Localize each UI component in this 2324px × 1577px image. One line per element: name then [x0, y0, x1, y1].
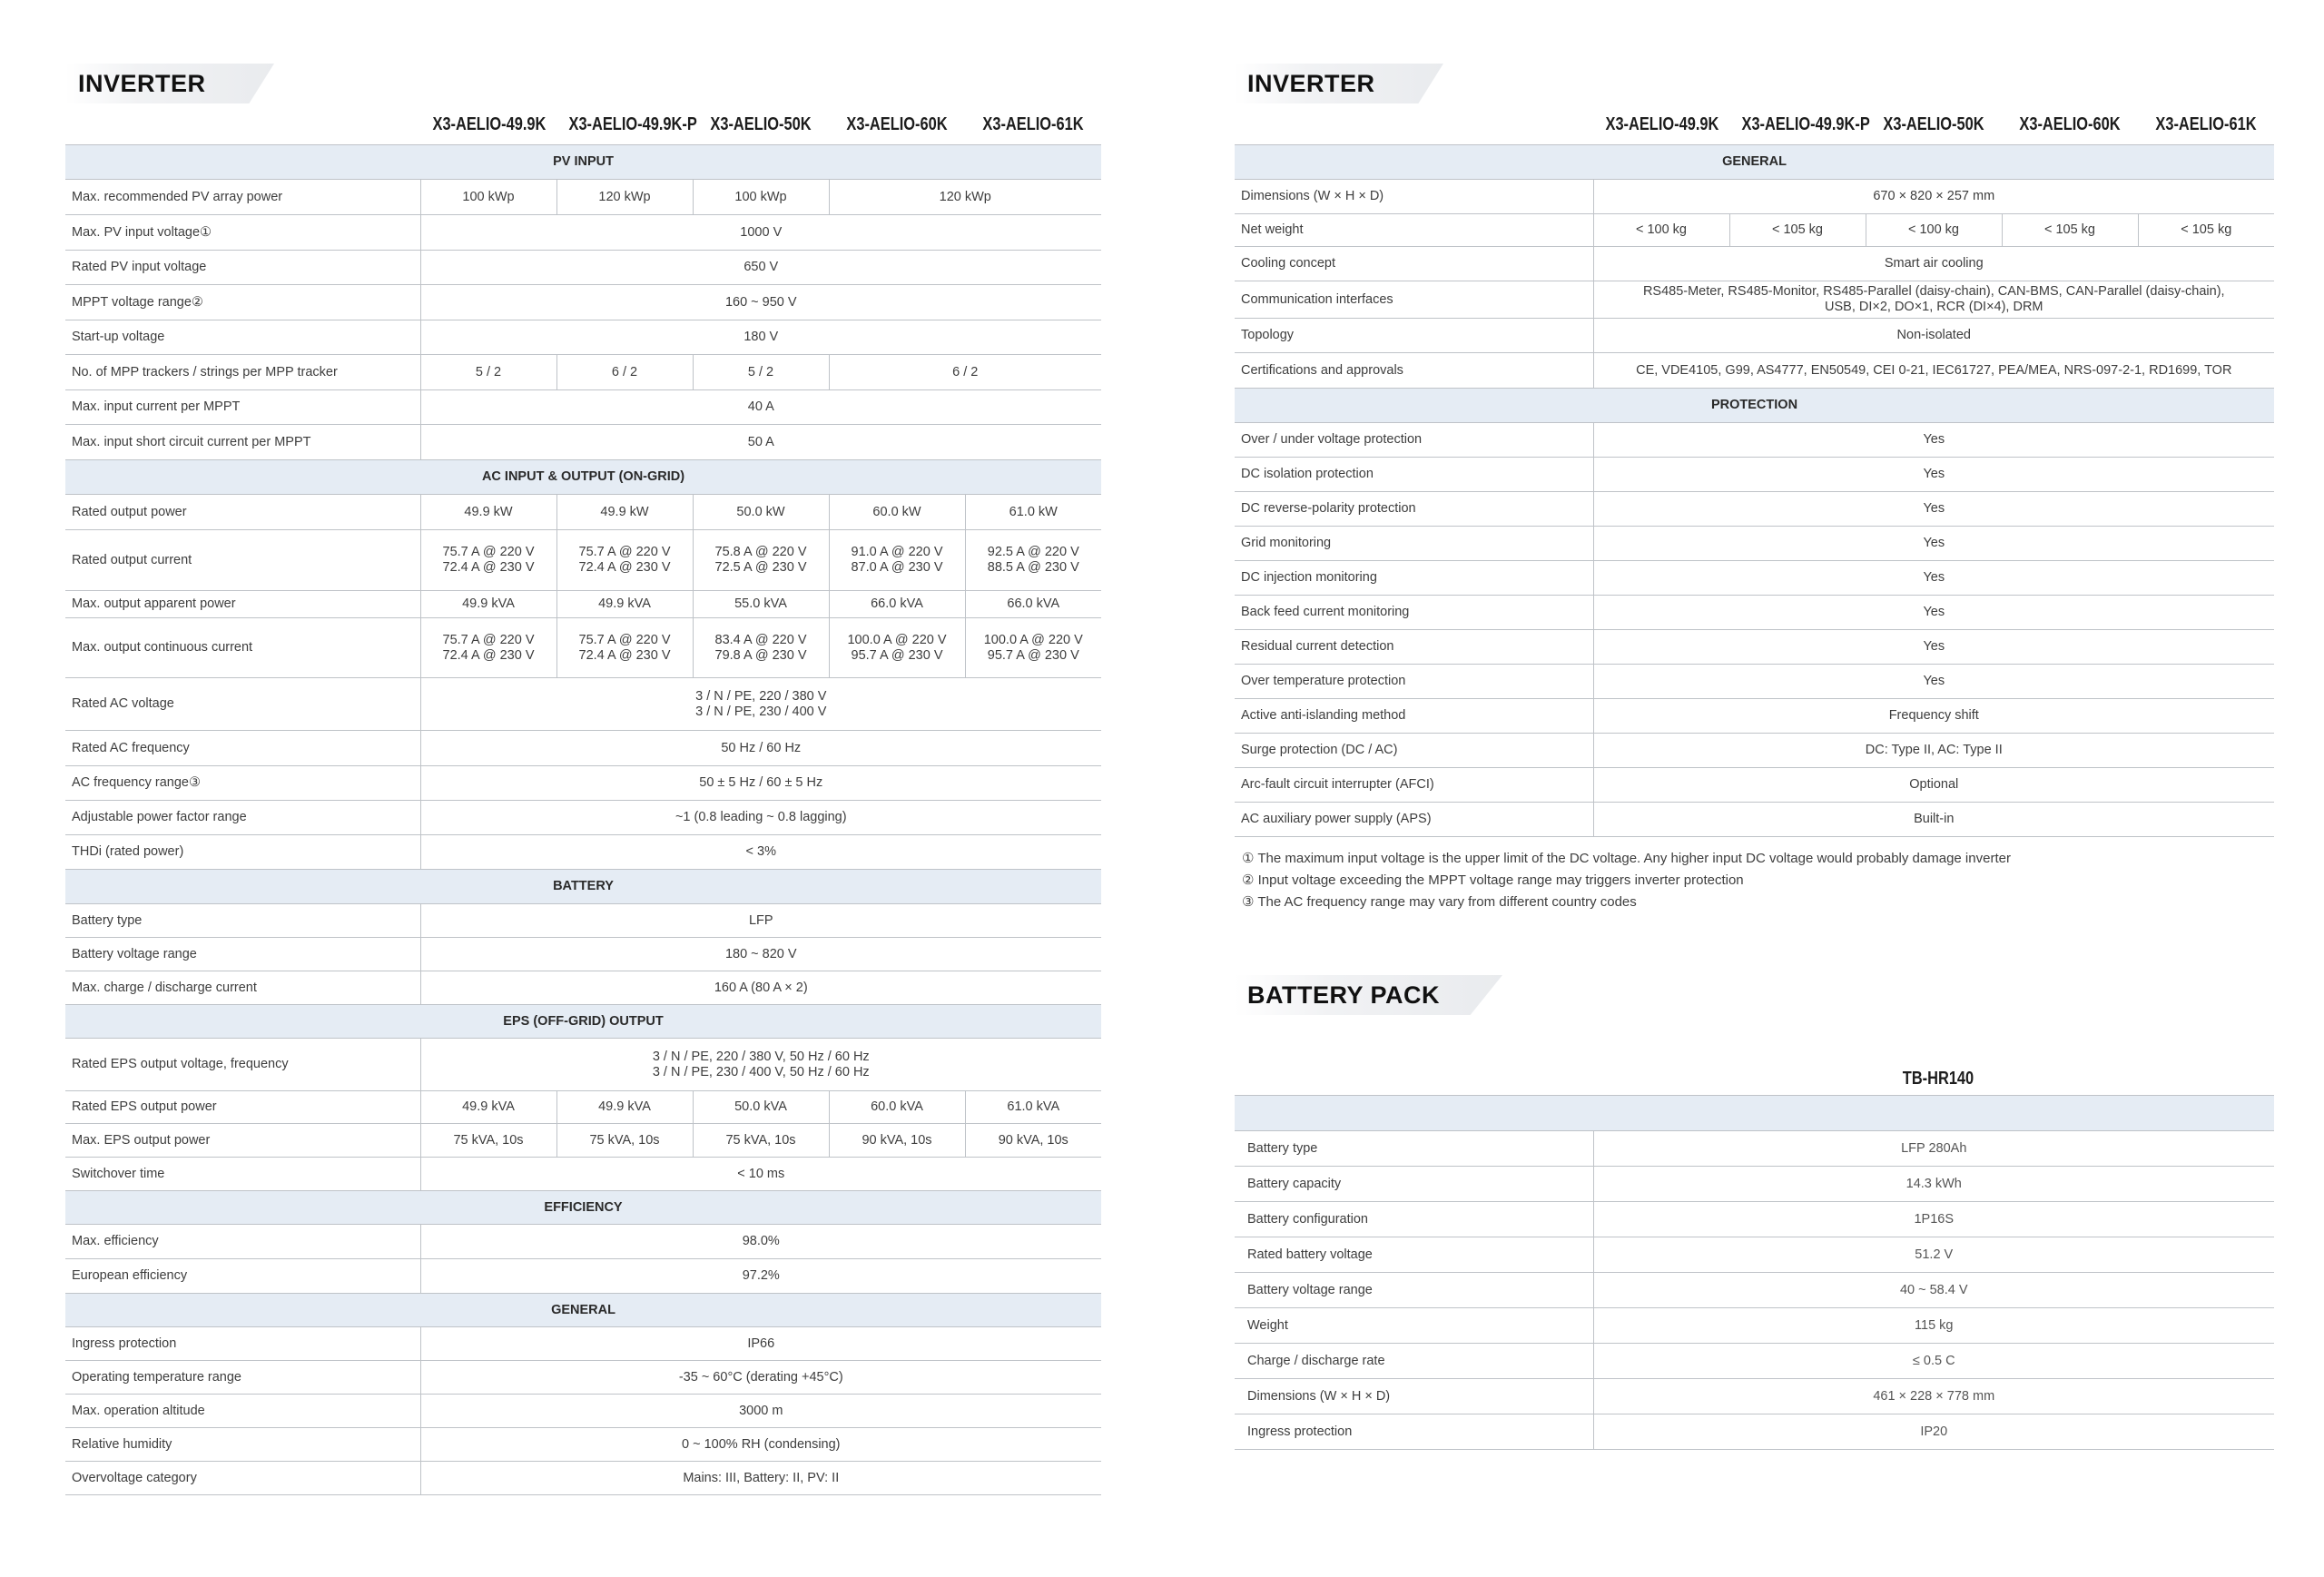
table-row: No. of MPP trackers / strings per MPP tracker 5 / 2 6 / 2 5 / 2 6 / 2 [65, 355, 1101, 390]
section-header-general: GENERAL [1235, 145, 2274, 180]
model-name: X3-AELIO-60K [2019, 114, 2121, 134]
table-row: Ingress protection IP20 [1235, 1414, 2274, 1450]
table-row: Over temperature protection Yes [1235, 665, 2274, 699]
table-row: Max. operation altitude 3000 m [65, 1395, 1101, 1428]
table-row: Rated output power 49.9 kW 49.9 kW 50.0 kW 60.0 kW 61.0 kW [65, 495, 1101, 530]
table-row: AC frequency range③ 50 ± 5 Hz / 60 ± 5 Hz [65, 766, 1101, 801]
table-row: Dimensions (W × H × D) 670 × 820 × 257 mm [1235, 180, 2274, 214]
footnote: ③ The AC frequency range may vary from different country codes [1242, 894, 1637, 910]
model-header-right [1593, 114, 2274, 135]
table-row: Switchover time < 10 ms [65, 1158, 1101, 1191]
section-header-efficiency: EFFICIENCY [65, 1191, 1101, 1225]
table-row: Max. input current per MPPT 40 A [65, 390, 1101, 425]
footnote: ② Input voltage exceeding the MPPT voltage range may triggers inverter protection [1242, 872, 1744, 888]
table-row: Cooling concept Smart air cooling [1235, 247, 2274, 281]
section-header-protection: PROTECTION [1235, 389, 2274, 423]
section-header-ac: AC INPUT & OUTPUT (ON-GRID) [65, 460, 1101, 495]
table-row: Adjustable power factor range ~1 (0.8 leading ~ 0.8 lagging) [65, 801, 1101, 835]
inverter-title-right: INVERTER [1235, 64, 1443, 103]
section-header-eps: EPS (OFF-GRID) OUTPUT [65, 1005, 1101, 1039]
table-row: DC reverse-polarity protection Yes [1235, 492, 2274, 527]
table-row: Relative humidity 0 ~ 100% RH (condensing) [65, 1428, 1101, 1462]
table-row: Battery voltage range 180 ~ 820 V [65, 938, 1101, 971]
battery-pack-table [1235, 1095, 2274, 1450]
table-row: Certifications and approvals CE, VDE4105, G99, AS4777, EN50549, CEI 0-21, IEC61727, PEA/MEA, NRS-097-2-1, RD1699, TOR [1235, 353, 2274, 389]
table-row: Max. output continuous current 75.7 A @ 220 V 72.4 A @ 230 V 75.7 A @ 220 V 72.4 A @ 230 V 83.4 A @ 220 V 79.8 A @ 230 V 100.0 A @ 220 V 95.7 A @ 230 V 100.0 A @ 220 V 95.7 A @ 230 V [65, 618, 1101, 678]
battery-pack-title: BATTERY PACK [1235, 975, 1502, 1015]
model-name: X3-AELIO-49.9K [432, 114, 547, 134]
table-row: Rated AC frequency 50 Hz / 60 Hz [65, 731, 1101, 766]
table-row: Battery voltage range 40 ~ 58.4 V [1235, 1273, 2274, 1308]
table-row: Over / under voltage protection Yes [1235, 423, 2274, 458]
table-row: Residual current detection Yes [1235, 630, 2274, 665]
section-header-general: GENERAL [65, 1294, 1101, 1327]
table-row: Active anti-islanding method Frequency shift [1235, 699, 2274, 734]
model-name: X3-AELIO-49.9K [1605, 114, 1719, 134]
table-row: Rated battery voltage 51.2 V [1235, 1237, 2274, 1273]
model-name: X3-AELIO-49.9K-P [1741, 114, 1870, 134]
table-row: Max. efficiency 98.0% [65, 1225, 1101, 1259]
table-row: Back feed current monitoring Yes [1235, 596, 2274, 630]
table-row: Operating temperature range -35 ~ 60°C (derating +45°C) [65, 1361, 1101, 1395]
table-row: Max. output apparent power 49.9 kVA 49.9 kVA 55.0 kVA 66.0 kVA 66.0 kVA [65, 591, 1101, 618]
table-row: Communication interfaces RS485-Meter, RS485-Monitor, RS485-Parallel (daisy-chain), CAN-BMS, CAN-Parallel (daisy-chain), USB, DI×2, DO×1, RCR (DI×4), DRM [1235, 281, 2274, 319]
section-header-battery: BATTERY [65, 870, 1101, 904]
model-name: X3-AELIO-60K [846, 114, 948, 134]
table-row: Battery type LFP 280Ah [1235, 1131, 2274, 1167]
table-row: DC injection monitoring Yes [1235, 561, 2274, 596]
table-row: Max. PV input voltage① 1000 V [65, 215, 1101, 251]
model-name: X3-AELIO-50K [1883, 114, 1984, 134]
section-header-pv-input: PV INPUT [65, 145, 1101, 180]
table-row: Overvoltage category Mains: III, Battery: II, PV: II [65, 1462, 1101, 1495]
battery-pack-header-band [1235, 1096, 2274, 1131]
table-row: European efficiency 97.2% [65, 1259, 1101, 1294]
table-row: Max. charge / discharge current 160 A (80 A × 2) [65, 971, 1101, 1005]
footnotes [1242, 848, 2011, 913]
table-row: MPPT voltage range② 160 ~ 950 V [65, 285, 1101, 320]
table-row: AC auxiliary power supply (APS) Built-in [1235, 803, 2274, 837]
footnote: ① The maximum input voltage is the upper limit of the DC voltage. Any higher input DC voltage would probably damage inverter [1242, 851, 2011, 866]
table-row: Rated PV input voltage 650 V [65, 251, 1101, 285]
table-row: Ingress protection IP66 [65, 1327, 1101, 1361]
table-row: Weight 115 kg [1235, 1308, 2274, 1344]
table-row: Rated EPS output power 49.9 kVA 49.9 kVA 50.0 kVA 60.0 kVA 61.0 kVA [65, 1091, 1101, 1124]
table-row: Start-up voltage 180 V [65, 320, 1101, 355]
model-name: X3-AELIO-50K [710, 114, 812, 134]
table-row: Rated output current 75.7 A @ 220 V 72.4 A @ 230 V 75.7 A @ 220 V 72.4 A @ 230 V 75.8 A @ 220 V 72.5 A @ 230 V 91.0 A @ 220 V 87.0 A @ 230 V 92.5 A @ 220 V 88.5 A @ 230 V [65, 530, 1101, 591]
table-row: Topology Non-isolated [1235, 319, 2274, 353]
model-name: X3-AELIO-61K [982, 114, 1084, 134]
table-row: Grid monitoring Yes [1235, 527, 2274, 561]
table-row: DC isolation protection Yes [1235, 458, 2274, 492]
inverter-title-left: INVERTER [65, 64, 274, 103]
table-row: Max. recommended PV array power 100 kWp 120 kWp 100 kWp 120 kWp [65, 180, 1101, 215]
model-header-left [420, 114, 1101, 135]
model-name: X3-AELIO-61K [2155, 114, 2257, 134]
model-name: X3-AELIO-49.9K-P [568, 114, 697, 134]
table-row: Rated AC voltage 3 / N / PE, 220 / 380 V 3 / N / PE, 230 / 400 V [65, 678, 1101, 731]
table-row: Battery capacity 14.3 kWh [1235, 1167, 2274, 1202]
table-row: Charge / discharge rate ≤ 0.5 C [1235, 1344, 2274, 1379]
inverter-spec-table-left [65, 144, 1101, 1495]
table-row: Rated EPS output voltage, frequency 3 / N / PE, 220 / 380 V, 50 Hz / 60 Hz 3 / N / PE, 230 / 400 V, 50 Hz / 60 Hz [65, 1039, 1101, 1091]
table-row: Net weight < 100 kg < 105 kg < 100 kg < 105 kg < 105 kg [1235, 214, 2274, 247]
table-row: Max. input short circuit current per MPPT 50 A [65, 425, 1101, 460]
table-row: THDi (rated power) < 3% [65, 835, 1101, 870]
table-row: Battery type LFP [65, 904, 1101, 938]
battery-model-name: TB-HR140 [1902, 1069, 1974, 1089]
table-row: Battery configuration 1P16S [1235, 1202, 2274, 1237]
table-row: Arc-fault circuit interrupter (AFCI) Optional [1235, 768, 2274, 803]
table-row: Max. EPS output power 75 kVA, 10s 75 kVA, 10s 75 kVA, 10s 90 kVA, 10s 90 kVA, 10s [65, 1124, 1101, 1158]
inverter-spec-table-right [1235, 144, 2274, 837]
table-row: Surge protection (DC / AC) DC: Type II, AC: Type II [1235, 734, 2274, 768]
table-row: Dimensions (W × H × D) 461 × 228 × 778 mm [1235, 1379, 2274, 1414]
